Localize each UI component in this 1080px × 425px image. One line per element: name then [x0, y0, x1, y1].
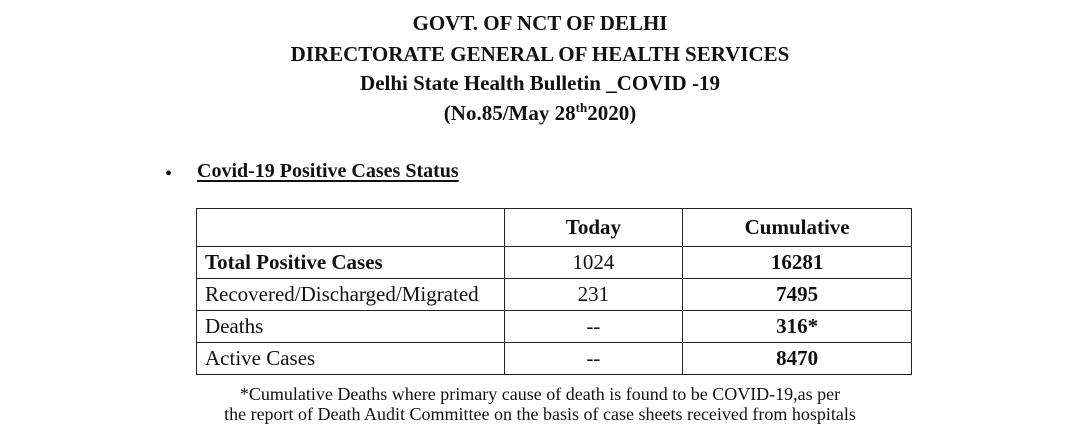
- section-title: Covid-19 Positive Cases Status: [197, 160, 459, 182]
- header-cell-cumulative: Cumulative: [683, 209, 912, 247]
- row-label-deaths: Deaths: [197, 311, 505, 343]
- header-bulletin-number: [0, 100, 1080, 127]
- bulletin-date-suffix: th: [575, 100, 588, 115]
- row-cumulative-total-positive: 16281: [683, 247, 912, 279]
- row-cumulative-active: 8470: [683, 343, 912, 375]
- section-bullet: •: [165, 163, 173, 185]
- footnote-line-1: *Cumulative Deaths where primary cause of death is found to be COVID-19,as per: [239, 384, 841, 404]
- row-today-total-positive: 1024: [504, 247, 683, 279]
- row-today-deaths: --: [504, 311, 683, 343]
- table-row: [197, 279, 912, 311]
- row-label-recovered: Recovered/Discharged/Migrated: [197, 279, 505, 311]
- row-cumulative-recovered: 7495: [683, 279, 912, 311]
- header-cell-blank: [197, 209, 505, 247]
- header-govt: GOVT. OF NCT OF DELHI: [412, 11, 668, 35]
- table-row: [197, 247, 912, 279]
- row-label-active: Active Cases: [197, 343, 505, 375]
- row-today-recovered: 231: [504, 279, 683, 311]
- header-cell-today: Today: [504, 209, 683, 247]
- cases-status-table: [196, 208, 912, 375]
- table-header-row: [197, 209, 912, 247]
- bulletin-number-year: 2020): [587, 101, 637, 125]
- row-label-total-positive: Total Positive Cases: [197, 247, 505, 279]
- table-row: [197, 311, 912, 343]
- table-row: [197, 343, 912, 375]
- header-directorate: DIRECTORATE GENERAL OF HEALTH SERVICES: [290, 42, 790, 66]
- row-cumulative-deaths: 316*: [683, 311, 912, 343]
- bulletin-number-prefix: (No.85/May 28: [443, 101, 576, 125]
- row-today-active: --: [504, 343, 683, 375]
- footnote-line-2: the report of Death Audit Committee on the basis of case sheets received from hospitals: [224, 404, 856, 424]
- header-bulletin-title: Delhi State Health Bulletin _COVID -19: [360, 71, 720, 95]
